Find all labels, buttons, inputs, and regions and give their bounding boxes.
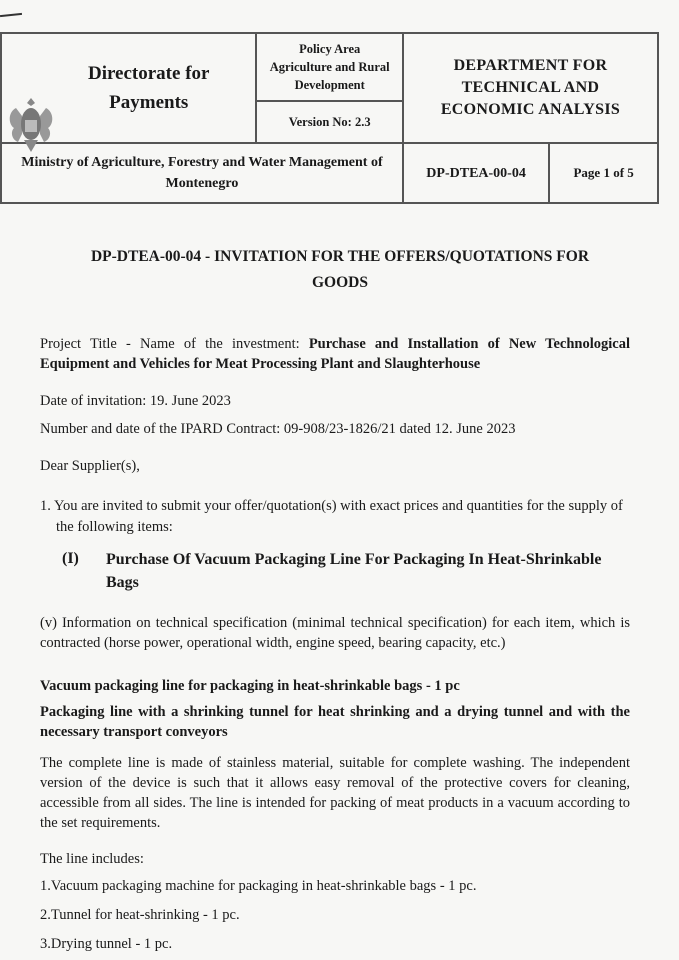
sub-item-title: Purchase Of Vacuum Packaging Line For Packaging In Heat-Shrinkable Bags	[106, 551, 602, 591]
directorate-cell	[1, 33, 256, 143]
ministry-line1: Ministry of Agriculture, Forestry and Water Management of	[21, 155, 383, 170]
coat-of-arms-icon	[6, 94, 56, 156]
salutation: Dear Supplier(s),	[40, 458, 140, 474]
title-line2: GOODS	[312, 274, 368, 291]
policy-area-value-1: Agriculture and Rural	[269, 60, 390, 74]
list-item: 2.Tunnel for heat-shrinking - 1 pc.	[40, 907, 240, 923]
item-1: 1. You are invited to submit your offer/quotation(s) with exact prices and quantities for the supply of	[40, 498, 623, 514]
scan-mark	[0, 13, 22, 17]
project-title	[40, 334, 630, 374]
spec-info: (v) Information on technical specification (minimal technical specification) for each item, which is contracted (horse power, operational width, engine speed, bearing capacity, etc.)	[40, 615, 630, 651]
directorate-line1: Directorate for	[87, 63, 210, 84]
item-1-continued: the following items:	[56, 519, 173, 535]
project-label: Project Title - Name of the investment:	[40, 336, 309, 352]
page-number: Page 1 of 5	[573, 165, 634, 180]
title-line1: DP-DTEA-00-04 - INVITATION FOR THE OFFERS/QUOTATIONS FOR	[90, 248, 590, 265]
heading-packaging-line: Packaging line with a shrinking tunnel for heat shrinking and a drying tunnel and with the necessary transport conveyors	[40, 704, 630, 740]
policy-area-label: Policy Area	[299, 42, 361, 56]
department-line1: DEPARTMENT FOR	[453, 57, 608, 74]
invitation-date: Date of invitation: 19. June 2023	[40, 393, 231, 409]
line-description: The complete line is made of stainless material, suitable for complete washing. The independent version of the device is such that it allows easy removal of the protective covers for cleaning, accessible from all sides. The line is intended for packing of meat products in a vacuum according to the set requirements.	[40, 755, 630, 831]
sub-item-number: (I)	[62, 550, 79, 567]
contract-line: Number and date of the IPARD Contract: 09-908/23-1826/21 dated 12. June 2023	[40, 421, 516, 437]
policy-cell	[256, 33, 402, 143]
includes-label: The line includes:	[40, 851, 144, 867]
version-number: Version No: 2.3	[288, 115, 371, 129]
ministry-cell	[1, 143, 403, 203]
department-cell	[403, 33, 658, 143]
project-name: Purchase and Installation of New Technological Equipment and Vehicles for Meat Processing Plant and Slaughterhouse	[40, 336, 630, 372]
directorate-line2: Payments	[109, 92, 189, 113]
document-title	[40, 244, 640, 296]
page-number-cell	[549, 143, 658, 203]
list-item: 1.Vacuum packaging machine for packaging in heat-shrinkable bags - 1 pc.	[40, 878, 477, 894]
doc-code	[403, 143, 549, 203]
document-header	[0, 32, 659, 204]
department-line3: ECONOMIC ANALYSIS	[440, 101, 621, 118]
ministry-line2: Montenegro	[165, 176, 239, 191]
heading-vacuum-line: Vacuum packaging line for packaging in heat-shrinkable bags - 1 pc	[40, 678, 460, 694]
list-item: 3.Drying tunnel - 1 pc.	[40, 936, 173, 952]
policy-area-value-2: Development	[294, 78, 365, 92]
doc-code-text: DP-DTEA-00-04	[426, 166, 526, 181]
department-line2: TECHNICAL AND	[461, 79, 600, 96]
